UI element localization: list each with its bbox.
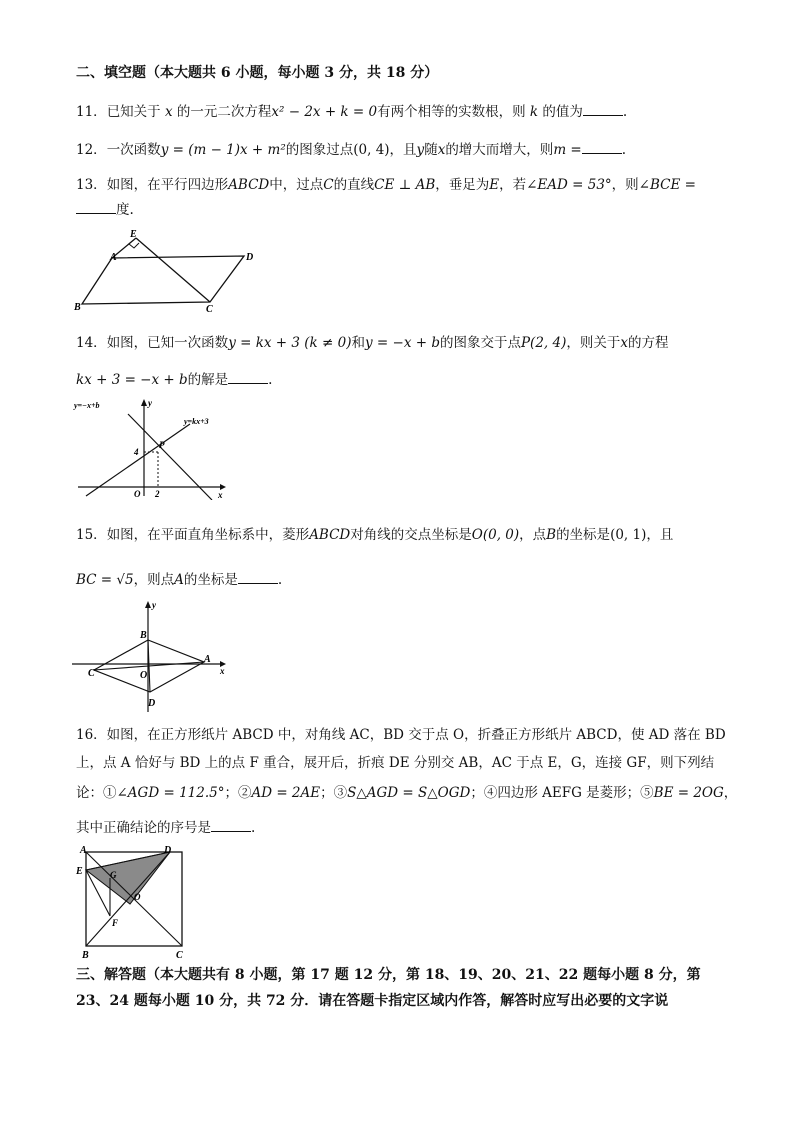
- q15-text-6: ，则点: [133, 572, 175, 588]
- q12-equation: y = (m − 1)x + m²: [160, 142, 286, 158]
- q16-text-4: 其中正确结论的序号是: [76, 820, 211, 836]
- label-c: C: [88, 668, 95, 679]
- label-b: B: [140, 630, 147, 641]
- q11-text-3: 有两个相等的实数根，则: [377, 104, 526, 120]
- q15-text-2: 对角线的交点坐标是: [350, 527, 472, 543]
- question-15-line-2: [76, 570, 282, 589]
- q13-abcd: ABCD: [228, 177, 270, 193]
- shaded-fold-triangle: [86, 852, 170, 904]
- question-11: [76, 102, 627, 121]
- q14-text-1: 如图，已知一次函数: [106, 335, 229, 351]
- label-d: D: [246, 252, 254, 263]
- question-13: [76, 176, 696, 194]
- right-angle-mark: [129, 243, 139, 248]
- section-3-heading-line-2: 23、24 题每小题 10 分，共 72 分．请在答题卡指定区域内作答，解答时应写出必要的文字说: [76, 993, 669, 1009]
- q15-answer-blank[interactable]: [238, 570, 278, 584]
- q14-end: .: [268, 372, 273, 388]
- q13-perp: CE ⊥ AB: [374, 177, 436, 193]
- q12-text-4: 随: [424, 142, 438, 158]
- q13-text-5: ，若: [499, 177, 527, 193]
- label-f1: y=kx+3: [184, 417, 209, 426]
- q12-var-x: x: [437, 142, 446, 158]
- label-c: C: [176, 950, 183, 960]
- q13-c: C: [323, 177, 334, 193]
- q16-conclusion-3: S△AGD = S△OGD: [347, 785, 471, 801]
- q14-text-3: 的图象交于点: [439, 335, 521, 351]
- q12-number: 12．: [76, 142, 107, 158]
- q14-equation: kx + 3 = −x + b: [76, 372, 188, 388]
- label-y: y: [152, 600, 156, 610]
- q15-bc: BC = √5: [76, 572, 134, 588]
- q13-text-6: ，则: [611, 177, 639, 193]
- q11-text-2: 的一元二次方程: [176, 104, 272, 120]
- line-ce: [136, 238, 210, 302]
- q15-text-5: ，且: [646, 527, 674, 543]
- question-14: [76, 334, 668, 352]
- label-b: B: [82, 950, 89, 960]
- q16-conclusion-2: AD = 2AE: [251, 785, 321, 801]
- q16-sep-5: ，: [723, 785, 738, 801]
- label-p: P: [159, 440, 165, 450]
- label-f2: y=−x+b: [74, 401, 100, 410]
- q13-unit: 度.: [116, 202, 134, 218]
- q11-number: 11．: [76, 104, 107, 120]
- q13-angle: ∠EAD = 53°: [526, 177, 612, 193]
- q15-text-4: 的坐标是: [556, 527, 611, 543]
- figure-16-square: [72, 842, 192, 960]
- q13-text-4: ，垂足为: [435, 177, 490, 193]
- q14-answer-blank[interactable]: [228, 370, 268, 384]
- q14-number: 14．: [76, 335, 107, 351]
- q11-var-x: x: [164, 104, 173, 120]
- q14-text-2: 和: [351, 335, 365, 351]
- label-x: x: [220, 666, 225, 676]
- q14-text-6: 的解是: [187, 372, 229, 388]
- q12-var-y: y: [416, 142, 425, 158]
- q15-b: B: [546, 527, 557, 543]
- q15-text-3: ，点: [519, 527, 547, 543]
- label-a: A: [80, 845, 87, 856]
- question-16-line-2: 上，点 A 恰好与 BD 上的点 F 重合，展开后，折痕 DE 分别交 AB，AC 于点 E，G，连接 GF，则下列结: [76, 755, 715, 771]
- q13-number: 13．: [76, 177, 107, 193]
- question-13-line-2: [76, 200, 134, 219]
- question-16-line-3: [76, 784, 737, 802]
- q12-end: .: [621, 142, 627, 158]
- q13-e: E: [489, 177, 500, 193]
- q11-answer-blank[interactable]: [583, 102, 623, 116]
- q16-sep-4: ；④四边形 AEFG 是菱形；⑤: [470, 785, 654, 801]
- label-f: F: [112, 918, 119, 928]
- figure-15-rhombus: [70, 598, 234, 714]
- q15-b-coord: (0, 1): [610, 527, 647, 543]
- q15-o-coord: O(0, 0): [471, 527, 520, 543]
- label-o: O: [134, 489, 141, 499]
- question-15: [76, 526, 673, 544]
- section-3-heading-line-1: 三、解答题（本大题共有 8 小题，第 17 题 12 分，第 18、19、20、21、22 题每小题 8 分，第: [76, 967, 701, 983]
- q12-text-1: 一次函数: [106, 142, 161, 158]
- q12-text-5: 的增大而增大，则: [445, 142, 554, 158]
- q11-text-1: 已知关于: [106, 104, 161, 120]
- label-y: y: [148, 398, 152, 408]
- q16-end: .: [251, 820, 256, 836]
- q16-conclusion-1: ∠AGD = 112.5°: [116, 785, 225, 801]
- figure-13-parallelogram: [72, 228, 262, 314]
- label-o: O: [134, 892, 141, 902]
- q12-answer-blank[interactable]: [582, 140, 622, 154]
- q15-number: 15．: [76, 527, 107, 543]
- q15-text-1: 如图，在平面直角坐标系中，菱形: [106, 527, 310, 543]
- q16-answer-blank[interactable]: [211, 818, 251, 832]
- q14-text-5: 的方程: [627, 335, 669, 351]
- figure-14-graph: [72, 396, 232, 500]
- label-d: D: [164, 845, 172, 856]
- q14-function-2: y = −x + b: [364, 335, 440, 351]
- line-y-kx-plus-3: [86, 424, 190, 496]
- q13-text-2: 中，过点: [269, 177, 324, 193]
- q12-text-2: 的图象过点: [285, 142, 354, 158]
- label-o: O: [140, 670, 148, 681]
- q14-function-1: y = kx + 3 (k ≠ 0): [228, 335, 352, 351]
- parallelogram-abcd: [82, 256, 244, 304]
- q14-point-p: P(2, 4): [520, 335, 567, 351]
- q16-sep-2: ；②: [224, 785, 252, 801]
- q14-text-4: ，则关于: [566, 335, 621, 351]
- q16-text-1: 论：①: [76, 785, 117, 801]
- question-16-line-4: [76, 818, 255, 837]
- label-d: D: [148, 698, 156, 709]
- q15-abcd: ABCD: [309, 527, 351, 543]
- q11-end: .: [622, 104, 628, 120]
- q13-text-3: 的直线: [333, 177, 375, 193]
- label-e: E: [76, 866, 83, 877]
- section-2-heading: 二、填空题（本大题共 6 小题，每小题 3 分，共 18 分）: [76, 65, 439, 81]
- q12-answer-label: m =: [553, 142, 582, 158]
- label-a: A: [204, 654, 211, 665]
- label-g: G: [110, 870, 117, 880]
- q14-var-x: x: [620, 335, 628, 351]
- label-4: 4: [134, 447, 139, 457]
- q13-text-1: 如图，在平行四边形: [106, 177, 229, 193]
- label-x: x: [218, 490, 223, 500]
- q16-conclusion-5: BE = 2OG: [653, 785, 724, 801]
- y-axis-arrow: [141, 399, 147, 406]
- label-e: E: [130, 229, 137, 240]
- label-b: B: [74, 302, 81, 313]
- q15-a: A: [174, 572, 184, 588]
- q12-point: (0, 4): [353, 142, 390, 158]
- q11-equation: x² − 2x + k = 0: [271, 104, 378, 120]
- question-12: [76, 140, 626, 159]
- question-16-line-1: 16．如图，在正方形纸片 ABCD 中，对角线 AC，BD 交于点 O，折叠正方形纸片 ABCD，使 AD 落在 BD: [76, 727, 726, 743]
- label-c: C: [206, 304, 213, 314]
- q13-ask: ∠BCE =: [638, 177, 696, 193]
- q11-var-k: k: [529, 104, 539, 120]
- q13-answer-blank[interactable]: [76, 200, 116, 214]
- q12-text-3: ，且: [389, 142, 417, 158]
- q16-sep-3: ；③: [320, 785, 348, 801]
- q15-end: .: [277, 572, 283, 588]
- y-axis-arrow: [145, 601, 151, 608]
- q15-text-7: 的坐标是: [183, 572, 238, 588]
- question-14-line-2: [76, 370, 272, 389]
- q11-text-4: 的值为: [542, 104, 583, 120]
- label-a: A: [110, 252, 117, 263]
- label-2: 2: [155, 489, 160, 499]
